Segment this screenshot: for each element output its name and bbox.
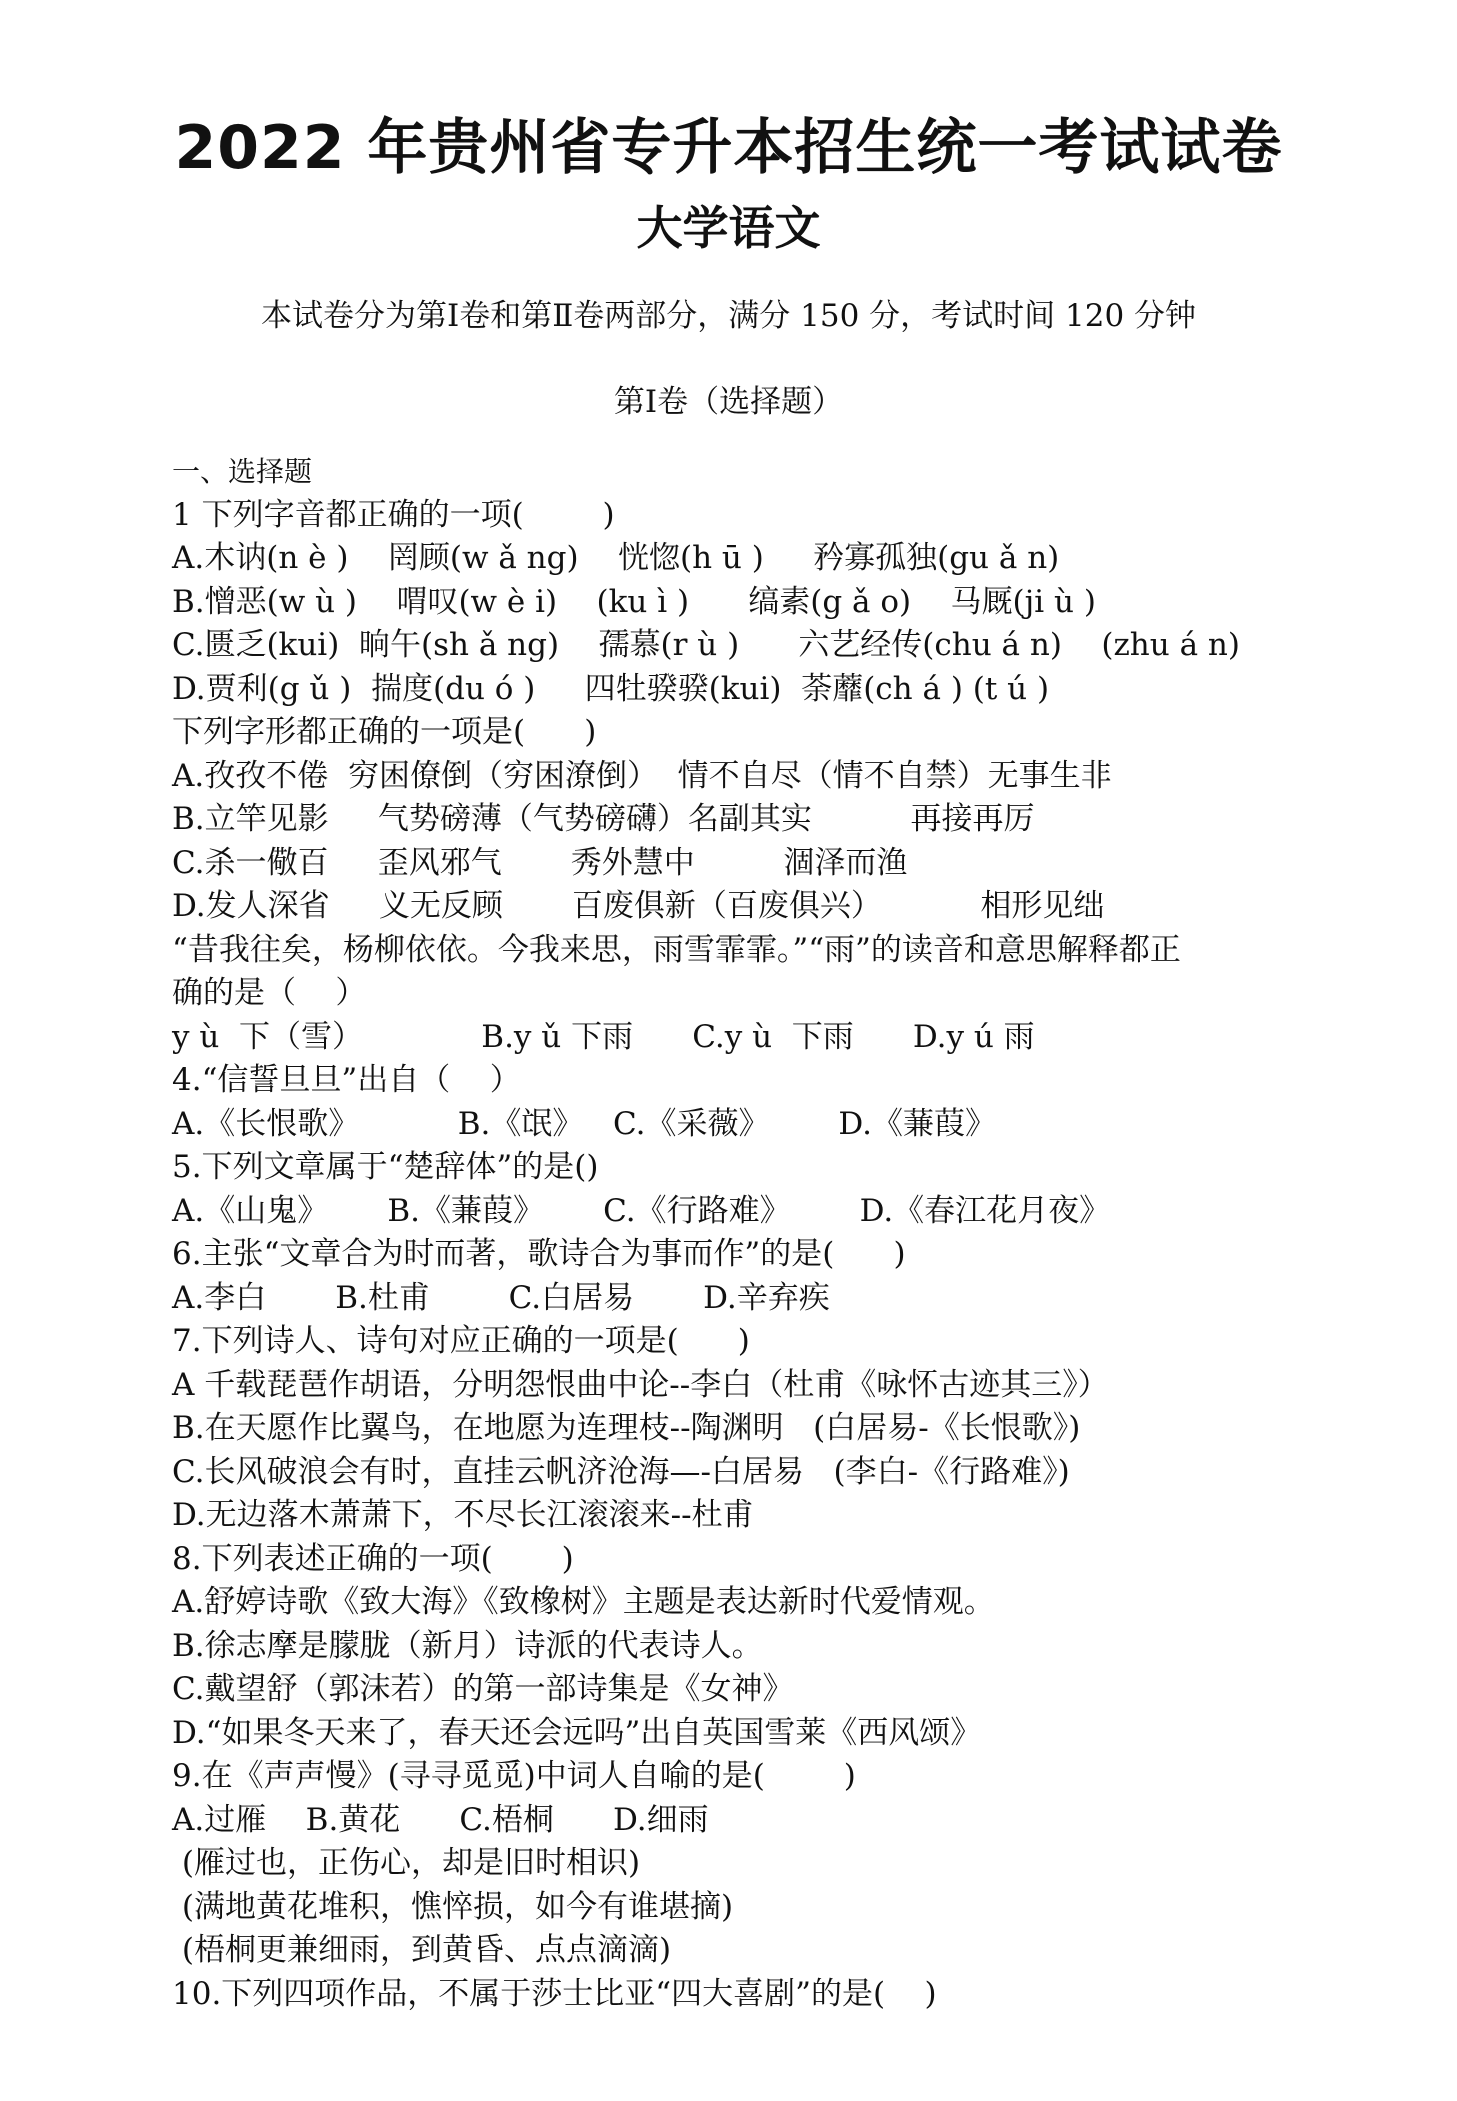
question-5: 5.下列文章属于“楚辞体”的是() [172, 1149, 599, 1185]
exam-title: 2022 年贵州省专升本招生统一考试试卷 [174, 113, 1283, 183]
question-7: 7.下列诗人、诗句对应正确的一项是( ) [172, 1323, 750, 1359]
question-1: 1 下列字音都正确的一项( ) [172, 496, 615, 533]
question-7-option-a: A 千载琵琶作胡语，分明怨恨曲中论--李白（杜甫《咏怀古迹其三》） [172, 1366, 1109, 1403]
question-9-note-2: (满地黄花堆积，憔悴损，如今有谁堪摘) [172, 1888, 734, 1925]
question-6-options: A.李白 B.杜甫 C.白居易 D.辛弃疾 [172, 1279, 830, 1316]
question-9-note-3: (梧桐更兼细雨，到黄昏、点点滴滴) [172, 1932, 672, 1968]
exam-instructions: 本试卷分为第Ⅰ卷和第Ⅱ卷两部分，满分 150 分，考试时间 120 分钟 [260, 298, 1197, 334]
question-3-continued: 确的是（ ） [172, 975, 367, 1011]
question-6: 6.主张“文章合为时而著，歌诗合为事而作”的是( ) [172, 1236, 906, 1272]
subject-title: 大学语文 [636, 201, 821, 255]
question-8-option-d: D.“如果冬天来了，春天还会远吗”出自英国雪莱《西风颂》 [172, 1714, 982, 1751]
question-8-option-b: B.徐志摩是朦胧（新月）诗派的代表诗人。 [172, 1627, 763, 1664]
question-4: 4.“信誓旦旦”出自（ ） [172, 1062, 521, 1098]
question-7-option-b: B.在天愿作比翼鸟，在地愿为连理枝--陶渊明 (白居易-《长恨歌》) [172, 1410, 1081, 1446]
question-9-options: A.过雁 B.黄花 C.梧桐 D.细雨 [172, 1801, 709, 1838]
question-3: “昔我往矣，杨柳依依。今我来思，雨雪霏霏。”“雨”的读音和意思解释都正 [172, 931, 1181, 968]
question-9-note-1: (雁过也，正伤心，却是旧时相识) [172, 1845, 641, 1881]
section-heading: 第Ⅰ卷（选择题） [613, 384, 844, 420]
question-1-option-b: B.憎恶(w ù ) 喟叹(w è i) (ku ì ) 缟素(g ǎ o) 马厩(ji ù ) [172, 583, 1096, 620]
question-2-option-a: A.孜孜不倦 穷困僚倒（穷困潦倒） 情不自尽（情不自禁）无事生非 [172, 757, 1112, 794]
question-4-options: A.《长恨歌》 B.《氓》 C.《采薇》 D.《蒹葭》 [172, 1105, 997, 1142]
question-1-option-a: A.木讷(n è ) 罔顾(w ǎ ng) 恍惚(h ū ) 矜寡孤独(gu ǎ n) [172, 540, 1060, 576]
question-3-options: y ù 下（雪） B.y ǔ 下雨 C.y ù 下雨 D.y ú 雨 [172, 1018, 1035, 1055]
question-10: 10.下列四项作品，不属于莎士比亚“四大喜剧”的是( ) [172, 1975, 937, 2012]
part-heading: 一、选择题 [172, 455, 313, 488]
question-7-option-c: C.长风破浪会有时，直挂云帆济沧海—-白居易 (李白-《行路难》) [172, 1453, 1070, 1490]
question-8-option-c: C.戴望舒（郭沫若）的第一部诗集是《女神》 [172, 1671, 794, 1707]
question-7-option-d: D.无边落木萧萧下，不尽长江滚滚来--杜甫 [172, 1497, 754, 1533]
question-8-option-a: A.舒婷诗歌《致大海》《致橡树》主题是表达新时代爱情观。 [172, 1584, 995, 1620]
question-2-option-b: B.立竿见影 气势磅薄（气势磅礴）名副其实 再接再厉 [172, 801, 1035, 837]
question-8: 8.下列表述正确的一项( ) [172, 1540, 574, 1577]
questions-body [172, 450, 1372, 2016]
question-2-option-d: D.发人深省 义无反顾 百废俱新（百废俱兴） 相形见绌 [172, 888, 1105, 924]
question-1-option-d: D.贾利(g ǔ ) 揣度(du ó ) 四牡骙骙(kui) 荼蘼(ch á ) (t ú ) [172, 670, 1050, 707]
question-2-option-c: C.杀一儆百 歪风邪气 秀外慧中 涸泽而渔 [172, 844, 908, 881]
question-2: 下列字形都正确的一项是( ) [172, 714, 597, 750]
question-9: 9.在《声声慢》(寻寻觅觅)中词人自喻的是( ) [172, 1758, 856, 1794]
question-5-options: A.《山鬼》 B.《蒹葭》 C.《行路难》 D.《春江花月夜》 [172, 1192, 1111, 1229]
question-1-option-c: C.匮乏(kui) 晌午(sh ǎ ng) 孺慕(r ù ) 六艺经传(chu á n) (zhu á n) [172, 627, 1240, 663]
